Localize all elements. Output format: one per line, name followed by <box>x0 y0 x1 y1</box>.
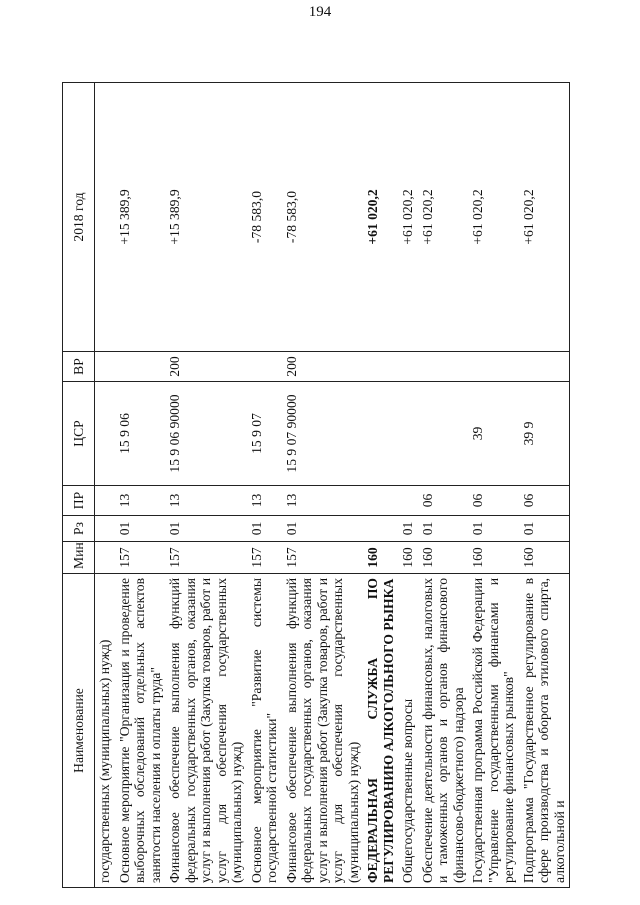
row-name: Общегосударственные вопросы <box>398 574 418 888</box>
row-min: 160 <box>398 542 418 574</box>
row-pr: 06 <box>519 486 570 516</box>
row-csr: 39 <box>468 382 519 486</box>
row-amount: +61 020,2 <box>418 83 469 352</box>
row-amount: +15 389,9 <box>115 83 166 352</box>
row-name: Обеспечение деятельности финансовых, налоговых и таможенных органов и органов финансового (финансово-бюджетного) надзора <box>418 574 469 888</box>
row-pr: 13 <box>247 486 282 516</box>
table-row <box>418 83 469 888</box>
table-row <box>247 83 282 888</box>
row-vr <box>398 352 418 382</box>
row-pr <box>398 486 418 516</box>
row-name: Финансовое обеспечение выполнения функций федеральных государственных органов, оказания услуг и выполнения работ (Закупка товаров, работ и услуг для обеспечения государственных (муниципальных) нужд) <box>282 574 364 888</box>
row-rz: 01 <box>519 516 570 542</box>
row-amount: +15 389,9 <box>165 83 247 352</box>
row-rz: 01 <box>282 516 364 542</box>
row-amount: +61 020,2 <box>398 83 418 352</box>
table-row <box>165 83 247 888</box>
row-csr <box>95 382 115 486</box>
row-rz <box>363 516 398 542</box>
row-min <box>95 542 115 574</box>
table-row <box>519 83 570 888</box>
table-row <box>363 83 398 888</box>
row-rz: 01 <box>418 516 469 542</box>
row-csr <box>418 382 469 486</box>
page-number: 194 <box>308 4 332 20</box>
row-min: 160 <box>418 542 469 574</box>
row-min: 157 <box>282 542 364 574</box>
header-year: 2018 год <box>63 83 95 352</box>
row-name: Финансовое обеспечение выполнения функций федеральных государственных органов, оказания услуг и выполнения работ (Закупка товаров, работ и услуг для обеспечения государственных (муниципальных) нужд) <box>165 574 247 888</box>
row-amount: +61 020,2 <box>363 83 398 352</box>
row-vr: 200 <box>282 352 364 382</box>
row-vr: 200 <box>165 352 247 382</box>
row-amount: -78 583,0 <box>282 83 364 352</box>
row-vr <box>363 352 398 382</box>
row-pr: 13 <box>115 486 166 516</box>
row-csr: 39 9 <box>519 382 570 486</box>
table-row <box>282 83 364 888</box>
table-row <box>468 83 519 888</box>
row-amount <box>95 83 115 352</box>
row-min: 157 <box>115 542 166 574</box>
header-vr: ВР <box>63 352 95 382</box>
row-rz <box>95 516 115 542</box>
row-vr <box>247 352 282 382</box>
rotated-table-container <box>62 83 617 888</box>
row-min: 160 <box>468 542 519 574</box>
row-amount: +61 020,2 <box>468 83 519 352</box>
row-rz: 01 <box>115 516 166 542</box>
table-header-row <box>63 83 95 888</box>
row-amount: -78 583,0 <box>247 83 282 352</box>
row-name: государственных (муниципальных) нужд) <box>95 574 115 888</box>
header-rz: Рз <box>63 516 95 542</box>
row-pr: 06 <box>468 486 519 516</box>
row-min: 157 <box>247 542 282 574</box>
row-rz: 01 <box>398 516 418 542</box>
row-csr: 15 9 06 <box>115 382 166 486</box>
row-vr <box>95 352 115 382</box>
row-pr <box>363 486 398 516</box>
row-csr: 15 9 06 90000 <box>165 382 247 486</box>
row-rz: 01 <box>468 516 519 542</box>
row-pr: 13 <box>165 486 247 516</box>
row-csr <box>363 382 398 486</box>
table-row <box>398 83 418 888</box>
row-min: 157 <box>165 542 247 574</box>
row-pr: 13 <box>282 486 364 516</box>
row-csr <box>398 382 418 486</box>
row-vr <box>115 352 166 382</box>
budget-table-body <box>63 83 570 888</box>
row-vr <box>519 352 570 382</box>
row-vr <box>418 352 469 382</box>
row-name: Основное мероприятие "Развитие системы государственной статистики" <box>247 574 282 888</box>
header-min: Мин <box>63 542 95 574</box>
row-pr <box>95 486 115 516</box>
row-csr: 15 9 07 90000 <box>282 382 364 486</box>
header-csr: ЦСР <box>63 382 95 486</box>
row-name: Основное мероприятие "Организация и проведение выборочных обследований отдельных аспектов занятости населения и оплаты труда" <box>115 574 166 888</box>
row-min: 160 <box>363 542 398 574</box>
row-pr: 06 <box>418 486 469 516</box>
row-vr <box>468 352 519 382</box>
row-name: ФЕДЕРАЛЬНАЯ СЛУЖБА ПО РЕГУЛИРОВАНИЮ АЛКОГОЛЬНОГО РЫНКА <box>363 574 398 888</box>
row-min: 160 <box>519 542 570 574</box>
header-pr: ПР <box>63 486 95 516</box>
table-row <box>115 83 166 888</box>
row-csr: 15 9 07 <box>247 382 282 486</box>
header-name: Наименование <box>63 574 95 888</box>
row-rz: 01 <box>247 516 282 542</box>
row-amount: +61 020,2 <box>519 83 570 352</box>
table-row <box>95 83 115 888</box>
row-name: Государственная программа Российской Федерации "Управление государственными финансами и регулирование финансовых рынков" <box>468 574 519 888</box>
budget-table <box>62 82 570 888</box>
row-rz: 01 <box>165 516 247 542</box>
row-name: Подпрограмма "Государственное регулирование в сфере производства и оборота этилового спирта, алкогольной и <box>519 574 570 888</box>
